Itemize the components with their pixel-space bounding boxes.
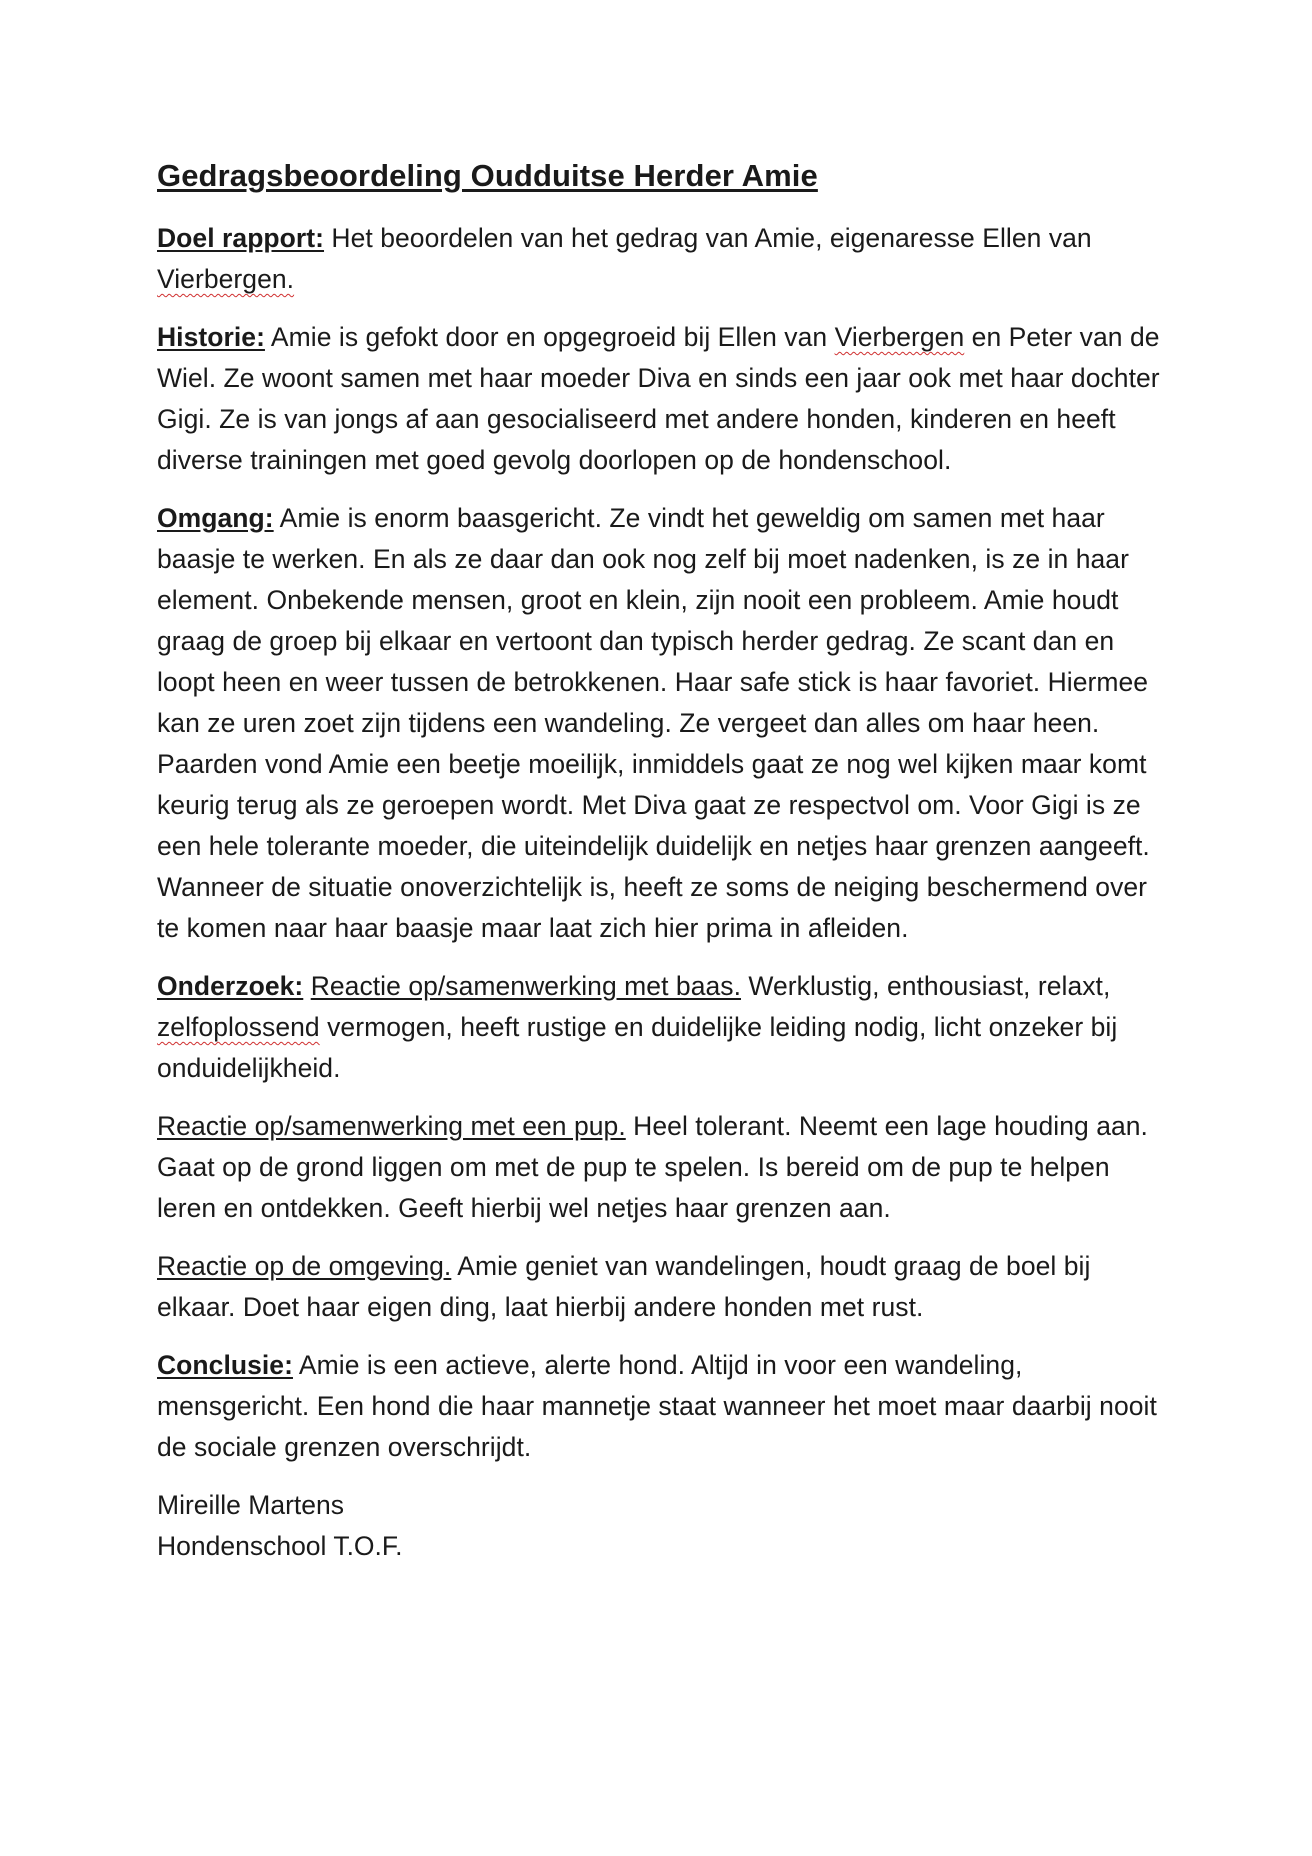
signature-block [157, 1485, 1167, 1567]
doel-paragraph [157, 218, 1167, 300]
doel-flagged-word: Vierbergen. [157, 264, 295, 294]
omgang-paragraph [157, 498, 1167, 949]
onderzoek-text: Werklustig, enthousiast, relaxt, [741, 971, 1111, 1001]
onderzoek-text-end: vermogen, heeft rustige en duidelijke leiding nodig, licht onzeker bij onduidelijkheid. [157, 1012, 1118, 1083]
conclusie-label: Conclusie: [157, 1350, 293, 1380]
onderzoek-subheading: Reactie op/samenwerking met baas. [310, 971, 741, 1001]
historie-paragraph [157, 317, 1167, 481]
document-page [157, 150, 1167, 1567]
historie-label: Historie: [157, 322, 265, 352]
onderzoek-label: Onderzoek: [157, 971, 304, 1001]
signature-organisation: Hondenschool T.O.F. [157, 1531, 403, 1561]
document-title: Gedragsbeoordeling Oudduitse Herder Amie [157, 158, 818, 193]
doel-text: Het beoordelen van het gedrag van Amie, eigenaresse Ellen van [324, 223, 1092, 253]
onderzoek-flagged-word: zelfoplossend [157, 1012, 320, 1042]
doel-label: Doel rapport: [157, 223, 325, 253]
pup-subheading: Reactie op/samenwerking met een pup. [157, 1111, 626, 1141]
omgeving-text: Amie geniet van wandelingen, houdt graag de boel bij elkaar. Doet haar eigen ding, laat hierbij andere honden met rust. [157, 1251, 1091, 1322]
pup-paragraph [157, 1106, 1167, 1229]
omgeving-paragraph [157, 1246, 1167, 1328]
signature-name: Mireille Martens [157, 1490, 345, 1520]
historie-flagged-word: Vierbergen [834, 322, 965, 352]
omgang-label: Omgang: [157, 503, 274, 533]
conclusie-paragraph [157, 1345, 1167, 1468]
historie-text-end: en Peter van de Wiel. Ze woont samen met haar moeder Diva en sinds een jaar ook met haar dochter Gigi. Ze is van jongs af aan gesocialiseerd met andere honden, kinderen en heeft diverse trainingen met goed gevolg doorlopen op de hondenschool. [157, 322, 1160, 475]
conclusie-text: Amie is een actieve, alerte hond. Altijd in voor een wandeling, mensgericht. Een hond die haar mannetje staat wanneer het moet maar daarbij nooit de sociale grenzen overschrijdt. [157, 1350, 1157, 1462]
onderzoek-paragraph [157, 966, 1167, 1089]
omgang-text: Amie is enorm baasgericht. Ze vindt het geweldig om samen met haar baasje te werken. En als ze daar dan ook nog zelf bij moet nadenken, is ze in haar element. Onbekende mensen, groot en klein, zijn nooit een probleem. Amie houdt graag de groep bij elkaar en vertoont dan typisch herder gedrag. Ze scant dan en loopt heen en weer tussen de betrokkenen. Haar safe stick is haar favoriet. Hiermee kan ze uren zoet zijn tijdens een wandeling. Ze vergeet dan alles om haar heen. Paarden vond Amie een beetje moeilijk, inmiddels gaat ze nog wel kijken maar komt keurig terug als ze geroepen wordt. Met Diva gaat ze respectvol om. Voor Gigi is ze een hele tolerante moeder, die uiteindelijk duidelijk en netjes haar grenzen aangeeft. Wanneer de situatie onoverzichtelijk is, heeft ze soms de neiging beschermend over te komen naar haar baasje maar laat zich hier prima in afleiden. [157, 503, 1150, 943]
historie-text: Amie is gefokt door en opgegroeid bij Ellen van [264, 322, 835, 352]
pup-text: Heel tolerant. Neemt een lage houding aan. Gaat op de grond liggen om met de pup te spelen. Is bereid om de pup te helpen leren en ontdekken. Geeft hierbij wel netjes haar grenzen aan. [157, 1111, 1148, 1223]
omgeving-subheading: Reactie op de omgeving. [157, 1251, 452, 1281]
